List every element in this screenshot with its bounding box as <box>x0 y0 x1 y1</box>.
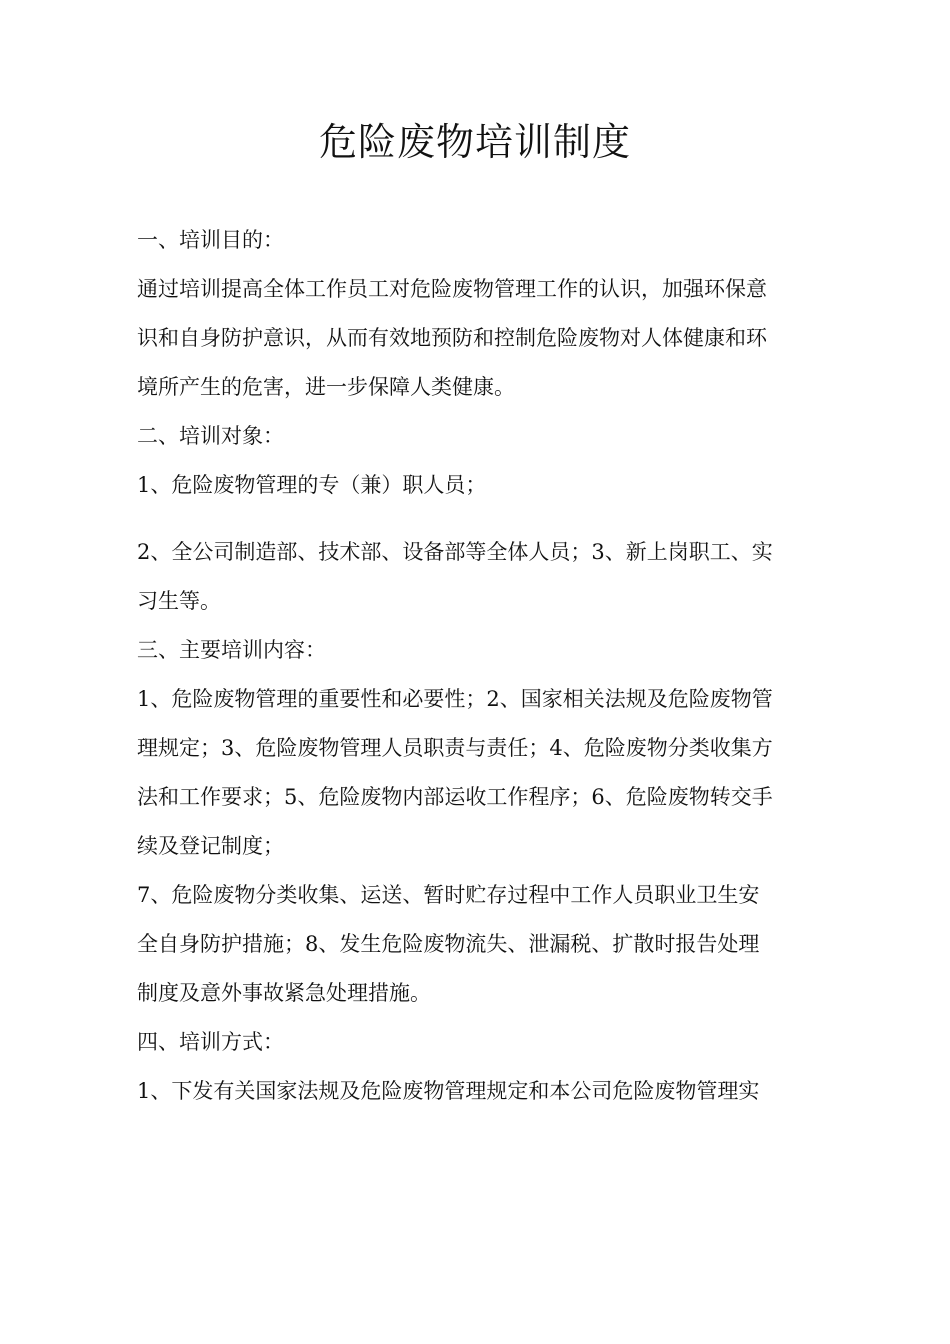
document-title: 危险废物培训制度 <box>318 120 631 164</box>
paragraph-line: 2、全公司制造部、技术部、设备部等全体人员；3、新上岗职工、实 <box>137 540 773 564</box>
paragraph-line: 1、危险废物管理的专（兼）职人员； <box>137 473 487 497</box>
paragraph-line: 通过培训提高全体工作员工对危险废物管理工作的认识，加强环保意 <box>137 277 767 301</box>
paragraph-line: 全自身防护措施；8、发生危险废物流失、泄漏税、扩散时报告处理 <box>137 932 760 956</box>
paragraph-line: 识和自身防护意识，从而有效地预防和控制危险废物对人体健康和环 <box>137 326 767 350</box>
section-1-paragraph <box>137 265 812 412</box>
paragraph-line: 习生等。 <box>137 589 221 613</box>
section-2-heading <box>137 412 812 461</box>
paragraph-line: 1、下发有关国家法规及危险废物管理规定和本公司危险废物管理实 <box>137 1079 760 1103</box>
paragraph-line: 续及登记制度； <box>137 834 284 858</box>
section-4-heading-text: 四、培训方式： <box>137 1030 284 1054</box>
section-1-heading-text: 一、培训目的： <box>137 228 284 252</box>
section-4-heading <box>137 1018 812 1067</box>
paragraph-line: 法和工作要求；5、危险废物内部运收工作程序；6、危险废物转交手 <box>137 785 773 809</box>
paragraph-line: 制度及意外事故紧急处理措施。 <box>137 981 431 1005</box>
section-4-item-1 <box>137 1067 812 1116</box>
paragraph-line: 境所产生的危害，进一步保障人类健康。 <box>137 375 515 399</box>
paragraph-line: 7、危险废物分类收集、运送、暂时贮存过程中工作人员职业卫生安 <box>137 883 760 907</box>
section-2-heading-text: 二、培训对象： <box>137 424 284 448</box>
document-body <box>137 216 812 1116</box>
section-3-paragraph-2 <box>137 871 812 1018</box>
paragraph-line: 理规定；3、危险废物管理人员职责与责任；4、危险废物分类收集方 <box>137 736 773 760</box>
section-3-heading <box>137 626 812 675</box>
section-2-item-1 <box>137 461 812 510</box>
section-1-heading <box>137 216 812 265</box>
section-3-heading-text: 三、主要培训内容： <box>137 638 326 662</box>
paragraph-line: 1、危险废物管理的重要性和必要性；2、国家相关法规及危险废物管 <box>137 687 773 711</box>
section-3-paragraph-1 <box>137 675 812 871</box>
section-2-item-2 <box>137 528 812 626</box>
